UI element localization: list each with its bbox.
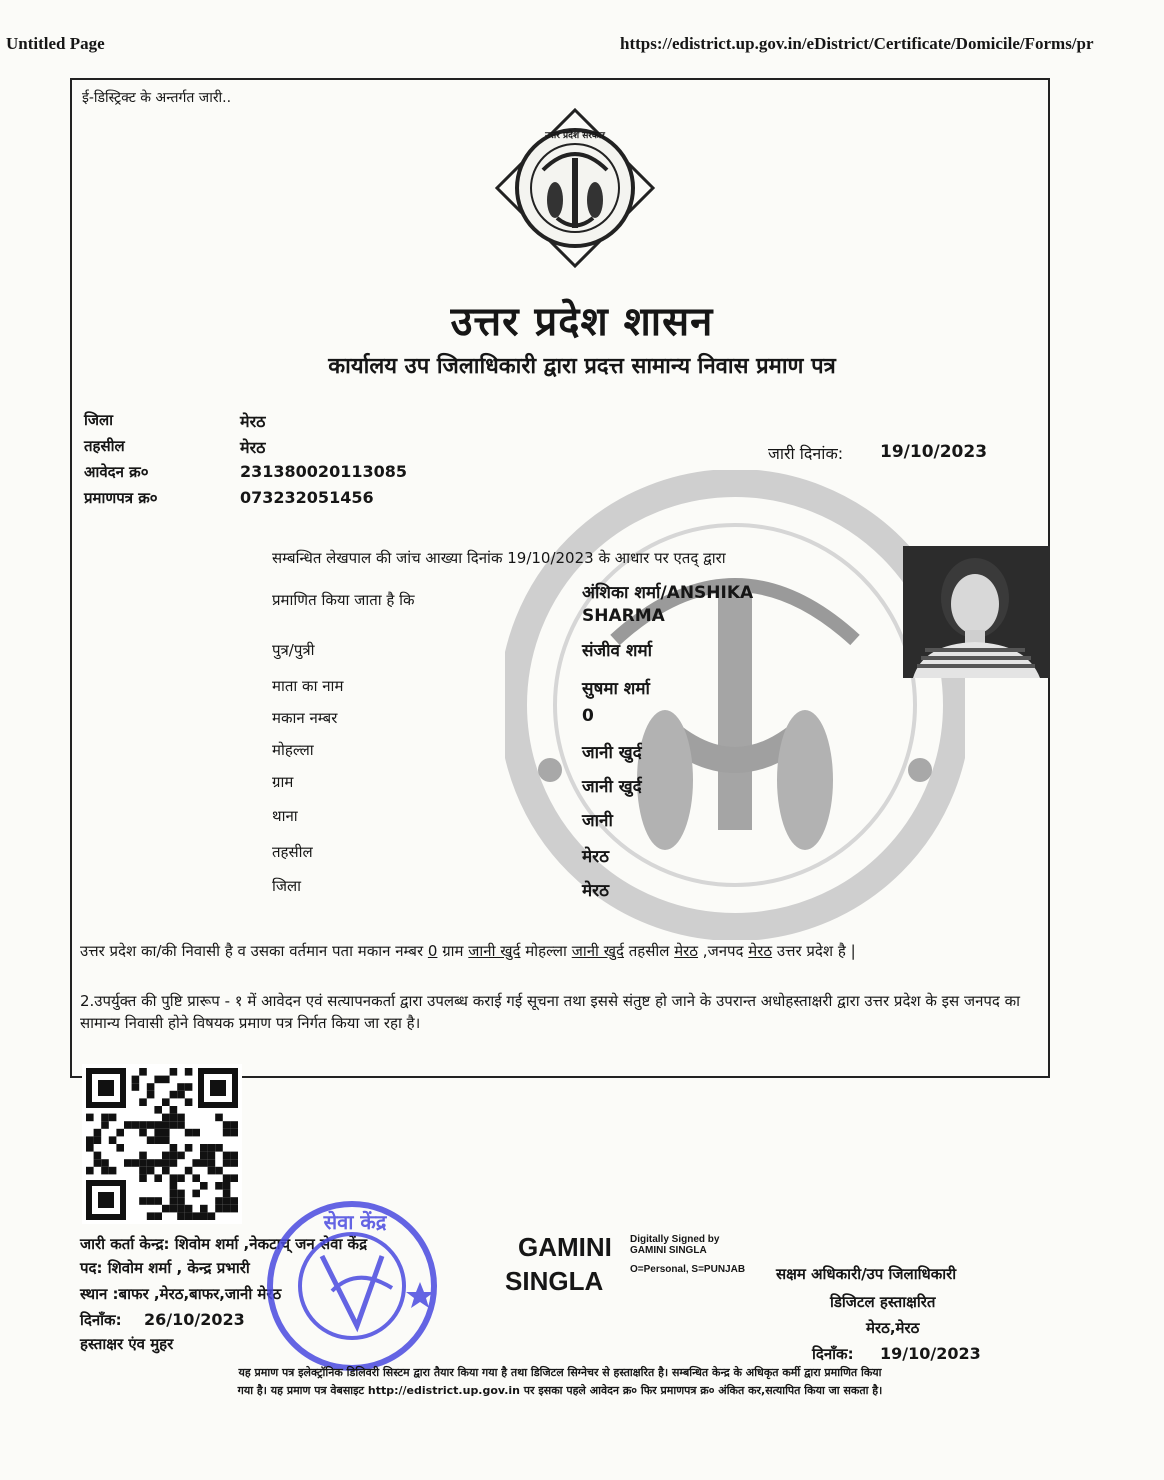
- officer-location: मेरठ,मेरठ: [866, 1319, 920, 1337]
- browser-url: https://edistrict.up.gov.in/eDistrict/Certificate/Domicile/Forms/pr: [620, 34, 1094, 53]
- locality-label: मोहल्ला: [272, 741, 314, 759]
- para-house: 0: [427, 942, 438, 960]
- application-no-label: आवेदन क्र०: [84, 463, 149, 481]
- stamp-text: सेवा केंद्र: [323, 1210, 387, 1234]
- para-text: उत्तर प्रदेश है |: [772, 942, 856, 960]
- para-locality: जानी खुर्द: [571, 942, 624, 960]
- person-tehsil-label: तहसील: [272, 843, 313, 861]
- emblem-text: उत्तर प्रदेश सरकार: [545, 131, 605, 141]
- para-village: जानी खुर्द: [468, 942, 521, 960]
- issued-under-text: ई-डिस्ट्रिक्ट के अन्तर्गत जारी..: [82, 90, 232, 106]
- district-value: मेरठ: [240, 412, 266, 431]
- officer-date-value: 19/10/2023: [880, 1344, 981, 1363]
- certified-label: प्रमाणित किया जाता है कि: [272, 591, 415, 609]
- officer-digital-signed: डिजिटल हस्ताक्षरित: [830, 1293, 936, 1311]
- sign-and-seal-label: हस्ताक्षर एंव मुहर: [80, 1335, 174, 1353]
- house-value: 0: [582, 706, 594, 726]
- person-name-line2: SHARMA: [582, 606, 665, 626]
- para-text: तहसील: [623, 942, 675, 960]
- police-station-label: थाना: [272, 807, 298, 825]
- certificate-title: उत्तर प्रदेश शासन: [450, 298, 714, 345]
- application-no-value: 231380020113085: [240, 462, 407, 481]
- para-text: ,जनपद: [698, 942, 749, 960]
- issue-date-label: जारी दिनांक:: [768, 444, 844, 463]
- village-label: ग्राम: [272, 773, 294, 791]
- issuer-place: स्थान :बाफर ,मेरठ,बाफर,जानी मेरठ: [80, 1285, 282, 1303]
- village-value: जानी खुर्द: [582, 777, 642, 797]
- browser-page-title: Untitled Page: [6, 34, 105, 53]
- person-district-label: जिला: [272, 877, 302, 895]
- applicant-photo: [903, 546, 1050, 678]
- signer-org: O=Personal, S=PUNJAB: [630, 1264, 746, 1275]
- para-text: ग्राम: [437, 942, 469, 960]
- para-text: मोहल्ला: [520, 942, 572, 960]
- officer-date-label: दिनाँक:: [812, 1345, 854, 1363]
- child-of-value: संजीव शर्मा: [582, 641, 653, 661]
- footer-line-2: गया है। यह प्रमाण पत्र वेबसाइट http://edistrict.up.gov.in पर इसका पहले आवेदन क्र० फिर प्रमाणपत्र क्र० अंकित कर,सत्यापित किया जा सकता है।: [237, 1384, 883, 1397]
- para-text: उत्तर प्रदेश का/की निवासी है व उसका वर्तमान पता मकान नम्बर: [80, 942, 428, 960]
- issue-date-value: 19/10/2023: [880, 442, 988, 462]
- tehsil-value: मेरठ: [240, 438, 266, 457]
- person-tehsil-value: मेरठ: [582, 847, 609, 867]
- child-of-label: पुत्र/पुत्री: [272, 641, 315, 659]
- digitally-signed-by: Digitally Signed by: [630, 1234, 720, 1245]
- issuer-date-value: 26/10/2023: [144, 1310, 245, 1329]
- para-district: मेरठ: [748, 942, 773, 960]
- house-label: मकान नम्बर: [272, 709, 338, 727]
- issuer-post: पद: शिवोम शर्मा , केन्द्र प्रभारी: [80, 1259, 250, 1277]
- footer-line-1: यह प्रमाण पत्र इलेक्ट्रॉनिक डिलिवरी सिस्टम द्वारा तैयार किया गया है तथा डिजिटल सिग्नेचर से हस्ताक्षरित है। सम्बन्धित केन्द्र के अधिकृत कर्मी द्वारा प्रमाणित किया: [238, 1366, 882, 1379]
- signer-name-line2: SINGLA: [505, 1266, 604, 1296]
- issuer-center: जारी कर्ता केन्द्र: शिवोम शर्मा ,नेकटाच् जन सेवा केंद्र: [80, 1235, 368, 1253]
- qr-code-icon: [82, 1064, 242, 1224]
- person-district-value: मेरठ: [582, 881, 609, 901]
- certificate-subtitle: कार्यालय उप जिलाधिकारी द्वारा प्रदत्त सामान्य निवास प्रमाण पत्र: [328, 354, 836, 379]
- watermark-emblem-icon: [505, 470, 965, 940]
- mother-label: माता का नाम: [272, 677, 344, 695]
- person-name-line1: अंशिका शर्मा/ANSHIKA: [582, 583, 754, 603]
- tehsil-label: तहसील: [84, 437, 125, 455]
- signer-name-line1: GAMINI: [518, 1232, 612, 1262]
- certificate-no-label: प्रमाणपत्र क्र०: [84, 489, 158, 507]
- officer-designation: सक्षम अधिकारी/उप जिलाधिकारी: [776, 1265, 957, 1283]
- person-photo-icon: [903, 546, 1050, 678]
- issuer-date-label: दिनाँक:: [80, 1311, 122, 1329]
- verification-intro: सम्बन्धित लेखपाल की जांच आख्या दिनांक 19/10/2023 के आधार पर एतद् द्वारा: [272, 549, 726, 567]
- mother-value: सुषमा शर्मा: [582, 679, 650, 699]
- locality-value: जानी खुर्द: [582, 743, 642, 763]
- signer-small-name: GAMINI SINGLA: [630, 1245, 707, 1256]
- district-label: जिला: [84, 411, 114, 429]
- certificate-no-value: 073232051456: [240, 488, 374, 507]
- confirmation-paragraph: 2.उपर्युक्त की पुष्टि प्रारूप - १ में आवेदन एवं सत्यापनकर्ता द्वारा उपलब्ध कराई गई सूचना तथा इससे संतुष्ट हो जाने के उपरान्त अधोहस्ताक्षरी द्वारा उत्तर प्रदेश के इस जनपद का सामान्य निवासी होने विषयक प्रमाण पत्र निर्गत किया जा रहा है।: [80, 992, 1021, 1032]
- para-tehsil: मेरठ: [674, 942, 699, 960]
- police-station-value: जानी: [582, 811, 613, 831]
- residence-paragraph: [80, 940, 1040, 962]
